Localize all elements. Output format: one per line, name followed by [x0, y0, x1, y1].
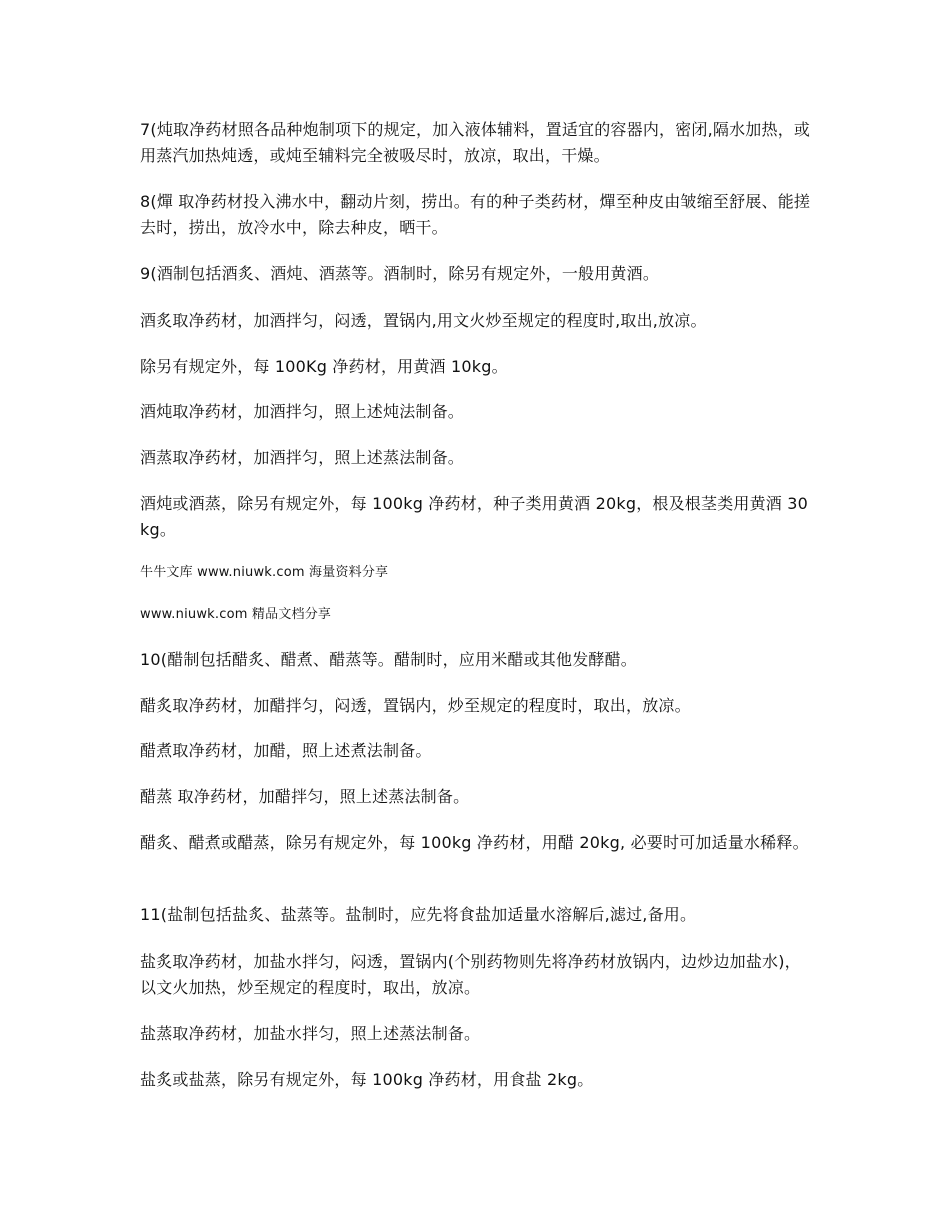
paragraph-vinegar-processing: 10(醋制包括醋炙、醋煮、醋蒸等。醋制时，应用米醋或其他发酵醋。 [140, 650, 638, 669]
paragraph-salt-amount: 盐炙或盐蒸，除另有规定外，每 100kg 净药材，用食盐 2kg。 [140, 1070, 594, 1089]
paragraph-wine-steaming: 酒蒸取净药材，加酒拌匀，照上述蒸法制备。 [140, 448, 465, 467]
paragraph-wine-stir-frying: 酒炙取净药材，加酒拌匀，闷透，置锅内,用文火炒至规定的程度时,取出,放凉。 [140, 311, 707, 330]
paragraph-wine-stew-steam-amount: 酒炖或酒蒸，除另有规定外，每 100kg 净药材，种子类用黄酒 20kg，根及根茎类用黄酒 30kg。 [140, 494, 809, 539]
paragraph-wine-stewing: 酒炖取净药材，加酒拌匀，照上述炖法制备。 [140, 402, 465, 421]
paragraph-stewing: 7(炖取净药材照各品种炮制项下的规定，加入液体辅料，置适宜的容器内，密闭,隔水加热，或用蒸汽加热炖透，或炖至辅料完全被吸尽时，放凉，取出，干燥。 [140, 120, 811, 165]
paragraph-vinegar-boiling: 醋煮取净药材，加醋，照上述煮法制备。 [140, 741, 432, 760]
paragraph-salt-steaming: 盐蒸取净药材，加盐水拌匀，照上述蒸法制备。 [140, 1024, 481, 1043]
paragraph-wine-amount: 除另有规定外，每 100Kg 净药材，用黄酒 10kg。 [140, 357, 508, 376]
paragraph-vinegar-amount: 醋炙、醋煮或醋蒸，除另有规定外，每 100kg 净药材，用醋 20kg, 必要时可加适量水稀释。 [140, 833, 809, 852]
paragraph-blanching: 8(燀 取净药材投入沸水中，翻动片刻，捞出。有的种子类药材，燀至种皮由皱缩至舒展、能搓去时，捞出，放冷水中，除去种皮，晒干。 [140, 192, 811, 237]
watermark-line-2: www.niuwk.com 精品文档分享 [140, 607, 332, 622]
paragraph-salt-processing: 11(盐制包括盐炙、盐蒸等。盐制时，应先将食盐加适量水溶解后,滤过,备用。 [140, 905, 697, 924]
paragraph-wine-processing: 9(酒制包括酒炙、酒炖、酒蒸等。酒制时，除另有规定外，一般用黄酒。 [140, 264, 660, 283]
paragraph-vinegar-stir-frying: 醋炙取净药材，加醋拌匀，闷透，置锅内，炒至规定的程度时，取出，放凉。 [140, 696, 691, 715]
watermark-line-1: 牛牛文库 www.niuwk.com 海量资料分享 [140, 565, 389, 580]
paragraph-salt-stir-frying: 盐炙取净药材，加盐水拌匀，闷透，置锅内(个别药物则先将净药材放锅内，边炒边加盐水)，以文火加热，炒至规定的程度时，取出，放凉。 [140, 952, 801, 997]
paragraph-vinegar-steaming: 醋蒸 取净药材，加醋拌匀，照上述蒸法制备。 [140, 787, 470, 806]
